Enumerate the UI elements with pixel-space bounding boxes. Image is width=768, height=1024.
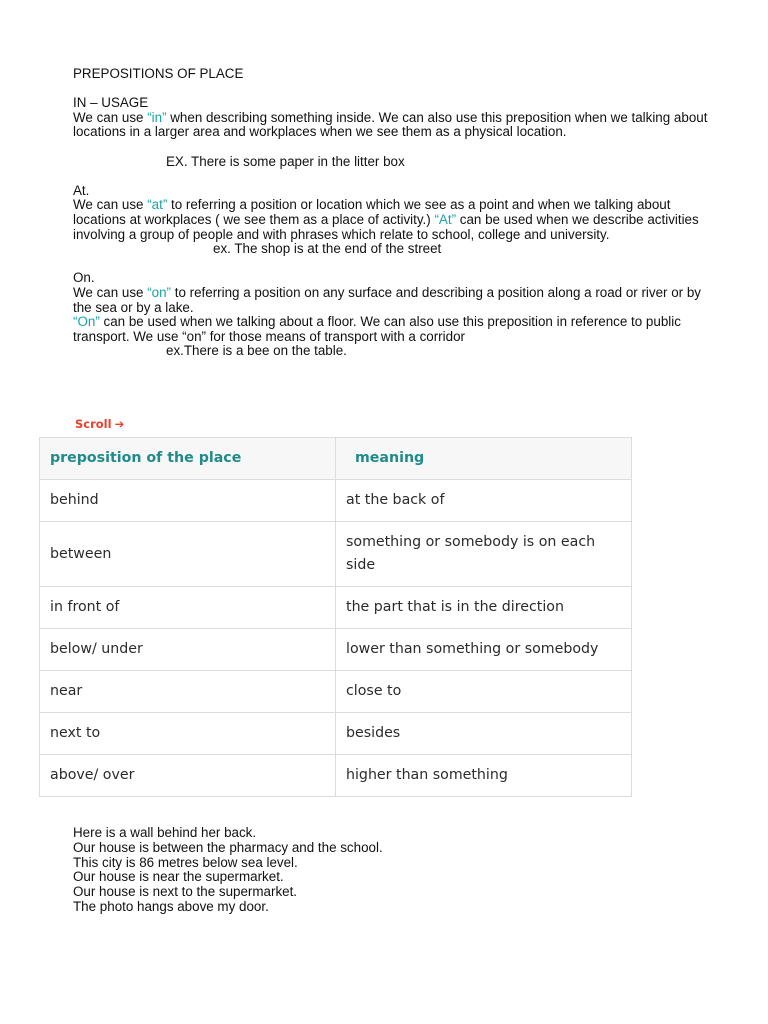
list-item: Our house is between the pharmacy and the school. [73, 839, 383, 855]
table-row [40, 671, 632, 713]
example-sentences [73, 826, 383, 915]
arrow-right-icon: ➔ [114, 417, 125, 431]
on-keyword: “on” [147, 284, 172, 300]
table-cell-preposition: below/ under [40, 629, 336, 671]
on-text-post: to referring a position on any surface and describing a position along a road or river or by the sea or by a lake. [73, 284, 705, 315]
table-cell-preposition: near [40, 671, 336, 713]
table-row [40, 755, 632, 797]
table-row [40, 522, 632, 587]
scroll-hint[interactable] [75, 417, 124, 431]
table-cell-meaning: higher than something [336, 755, 632, 797]
prepositions-table [39, 437, 632, 797]
at-text-pre: We can use [73, 197, 148, 213]
table-cell-meaning: close to [336, 671, 632, 713]
page-title: PREPOSITIONS OF PLACE [73, 66, 244, 81]
at-keyword: “at” [147, 197, 168, 213]
table-header-preposition: preposition of the place [40, 438, 336, 480]
list-item: Our house is next to the supermarket. [73, 884, 298, 900]
in-text-post: when describing something inside. We can also use this preposition when we talking about locations in a larger area and workplaces when we see them as a physical location. [73, 109, 712, 140]
at-keyword-2: “At” [434, 211, 457, 227]
table-cell-meaning: the part that is in the direction [336, 587, 632, 629]
table-cell-preposition: next to [40, 713, 336, 755]
in-paragraph [73, 111, 713, 140]
at-text-mid: to referring a position or location which we see as a point and when we talking about locations at workplaces ( we see them as a place of activity.) [73, 197, 675, 227]
list-item: Here is a wall behind her back. [73, 825, 257, 840]
on-example: ex.There is a bee on the table. [166, 343, 347, 359]
in-example: EX. There is some paper in the litter box [166, 153, 405, 169]
table-row [40, 480, 632, 522]
table-cell-preposition: in front of [40, 587, 336, 629]
at-heading: At. [73, 182, 90, 198]
table-row [40, 713, 632, 755]
table-row [40, 629, 632, 671]
table-header-row [40, 438, 632, 480]
in-keyword: “in” [147, 109, 167, 125]
at-paragraph [73, 198, 713, 242]
table-cell-meaning: besides [336, 713, 632, 755]
in-text-pre: We can use [73, 109, 148, 125]
on-text-post-2: can be used when we talking about a floor. We can also use this preposition in reference to public transport. We use “on” for those means of transport with a corridor [73, 314, 685, 344]
document-body [73, 67, 713, 359]
at-example: ex. The shop is at the end of the street [213, 241, 442, 257]
table-header-meaning: meaning [336, 438, 632, 480]
table-cell-meaning: at the back of [336, 480, 632, 522]
at-text-post: can be used when we describe activities involving a group of people and with phrases which relate to school, college and university. [73, 211, 703, 242]
table-cell-meaning: something or somebody is on each side [336, 522, 632, 587]
on-paragraph-2 [73, 315, 713, 344]
on-keyword-2: “On” [73, 314, 100, 330]
list-item: This city is 86 metres below sea level. [73, 854, 298, 870]
table-cell-preposition: behind [40, 480, 336, 522]
on-paragraph [73, 286, 713, 315]
table-cell-meaning: lower than something or somebody [336, 629, 632, 671]
on-text-pre: We can use [73, 284, 148, 300]
in-heading: IN – USAGE [73, 95, 149, 111]
on-heading: On. [73, 270, 95, 286]
list-item: The photo hangs above my door. [73, 898, 269, 914]
scroll-label: Scroll [75, 417, 112, 431]
table-cell-preposition: above/ over [40, 755, 336, 797]
table-cell-preposition: between [40, 522, 336, 587]
table-row [40, 587, 632, 629]
list-item: Our house is near the supermarket. [73, 869, 284, 885]
